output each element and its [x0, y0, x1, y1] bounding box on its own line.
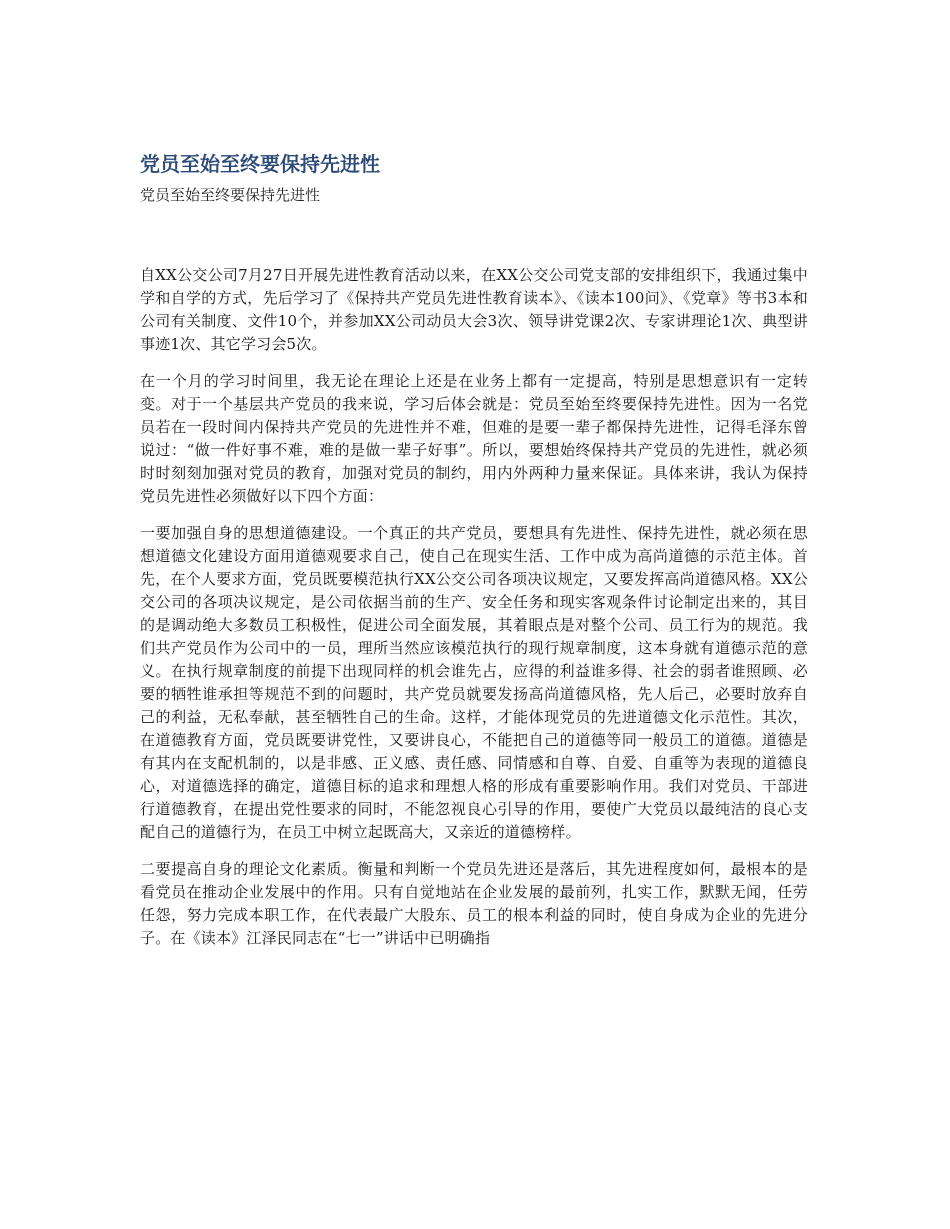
paragraph-2: 在一个月的学习时间里，我无论在理论上还是在业务上都有一定提高，特别是思想意识有一定转变。对于一个基层共产党员的我来说，学习后体会就是：党员至始至终要保持先进性。因为一名党员若在一段时间内保持共产党员的先进性并不难，但难的是要一辈子都保持先进性，记得毛泽东曾说过：“做一件好事不难，难的是做一辈子好事”。所以，要想始终保持共产党员的先进性，就必须时时刻刻加强对党员的教育，加强对党员的制约，用内外两种力量来保证。具体来讲，我认为保持党员先进性必须做好以下四个方面： — [140, 372, 808, 505]
paragraph-1: 自XX公交公司7月27日开展先进性教育活动以来，在XX公交公司党支部的安排组织下，我通过集中学和自学的方式，先后学习了《保持共产党员先进性教育读本》、《读本100问》、《党章》等书3本和公司有关制度、文件10个，并参加XX公司动员大会3次、领导讲党课2次、专家讲理论1次、典型讲事迹1次、其它学习会5次。 — [140, 266, 808, 353]
document-title: 党员至始至终要保持先进性 — [140, 152, 380, 176]
document-page — [140, 150, 808, 964]
document-subtitle: 党员至始至终要保持先进性 — [140, 186, 321, 204]
document-body — [140, 264, 808, 950]
paragraph-4: 二要提高自身的理论文化素质。衡量和判断一个党员先进还是落后，其先进程度如何，最根本的是看党员在推动企业发展中的作用。只有自觉地站在企业发展的最前列，扎实工作，默默无闻，任劳任怨，努力完成本职工作，在代表最广大股东、员工的根本利益的同时，使自身成为企业的先进分子。在《读本》江泽民同志在“七一”讲话中已明确指 — [140, 860, 808, 947]
paragraph-3: 一要加强自身的思想道德建设。一个真正的共产党员，要想具有先进性、保持先进性，就必须在思想道德文化建设方面用道德观要求自己，使自己在现实生活、工作中成为高尚道德的示范主体。首先，在个人要求方面，党员既要模范执行XX公交公司各项决议规定，又要发挥高尚道德风格。XX公交公司的各项决议规定，是公司依据当前的生产、安全任务和现实客观条件讨论制定出来的，其目的是调动绝大多数员工积极性，促进公司全面发展，其着眼点是对整个公司、员工行为的规范。我们共产党员作为公司中的一员，理所当然应该模范执行的现行规章制度，这本身就有道德示范的意义。在执行规章制度的前提下出现同样的机会谁先占，应得的利益谁多得、社会的弱者谁照顾、必要的牺牲谁承担等规范不到的问题时，共产党员就要发扬高尚道德风格，先人后己，必要时放弃自己的利益，无私奉献，甚至牺牲自己的生命。这样，才能体现党员的先进道德文化示范性。其次，在道德教育方面，党员既要讲党性，又要讲良心，不能把自己的道德等同一般员工的道德。道德是有其内在支配机制的，以是非感、正义感、责任感、同情感和自尊、自爱、自重等为表现的道德良心，对道德选择的确定，道德目标的追求和理想人格的形成有重要影响作用。我们对党员、干部进行道德教育，在提出党性要求的同时，不能忽视良心引导的作用，要使广大党员以最纯洁的良心支配自己的道德行为，在员工中树立起既高大，又亲近的道德榜样。 — [140, 524, 808, 841]
